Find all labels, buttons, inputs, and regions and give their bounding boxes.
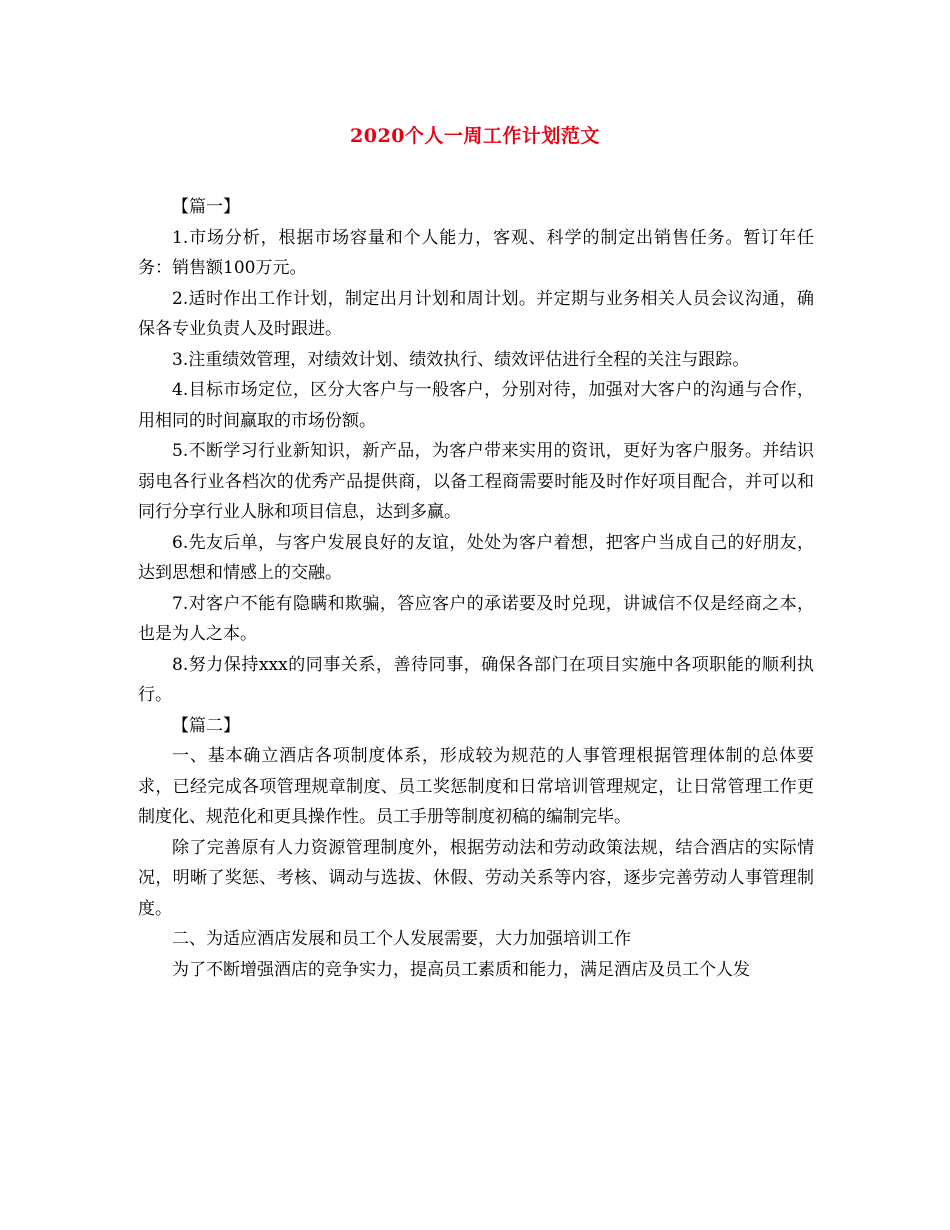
section-heading-1: 【篇一】: [172, 197, 240, 217]
paragraph: 一、基本确立酒店各项制度体系，形成较为规范的人事管理根据管理体制的总体要求，已经完成各项管理规章制度、员工奖惩制度和日常培训管理规定，让日常管理工作更制度化、规范化和更具操作性。员工手册等制度初稿的编制完毕。: [138, 746, 814, 827]
document-title: 2020个人一周工作计划范文: [350, 125, 600, 147]
paragraph: 1.市场分析，根据市场容量和个人能力，客观、科学的制定出销售任务。暂订年任务：销售额100万元。: [138, 227, 814, 278]
paragraph: 6.先友后单，与客户发展良好的友谊，处处为客户着想，把客户当成自己的好朋友，达到思想和情感上的交融。: [138, 532, 814, 583]
paragraph: 8.努力保持xxx的同事关系，善待同事，确保各部门在项目实施中各项职能的顺利执行。: [138, 654, 814, 705]
paragraph: 2.适时作出工作计划，制定出月计划和周计划。并定期与业务相关人员会议沟通，确保各专业负责人及时跟进。: [138, 288, 814, 339]
paragraph: 除了完善原有人力资源管理制度外，根据劳动法和劳动政策法规，结合酒店的实际情况，明晰了奖惩、考核、调动与选拔、休假、劳动关系等内容，逐步完善劳动人事管理制度。: [138, 837, 814, 919]
paragraph: 7.对客户不能有隐瞒和欺骗，答应客户的承诺要及时兑现，讲诚信不仅是经商之本，也是为人之本。: [138, 593, 814, 644]
document-body: [138, 192, 814, 985]
paragraph: 二、为适应酒店发展和员工个人发展需要，大力加强培训工作: [172, 929, 631, 949]
paragraph: 3.注重绩效管理，对绩效计划、绩效执行、绩效评估进行全程的关注与跟踪。: [172, 349, 750, 370]
section-heading-2: 【篇二】: [172, 715, 240, 736]
paragraph: 为了不断增强酒店的竞争实力，提高员工素质和能力，满足酒店及员工个人发: [172, 959, 750, 980]
paragraph: 4.目标市场定位，区分大客户与一般客户，分别对待，加强对大客户的沟通与合作，用相同的时间赢取的市场份额。: [138, 380, 814, 431]
paragraph: 5.不断学习行业新知识，新产品，为客户带来实用的资讯，更好为客户服务。并结识弱电各行业各档次的优秀产品提供商，以备工程商需要时能及时作好项目配合，并可以和同行分享行业人脉和项目信息，达到多赢。: [138, 441, 814, 522]
